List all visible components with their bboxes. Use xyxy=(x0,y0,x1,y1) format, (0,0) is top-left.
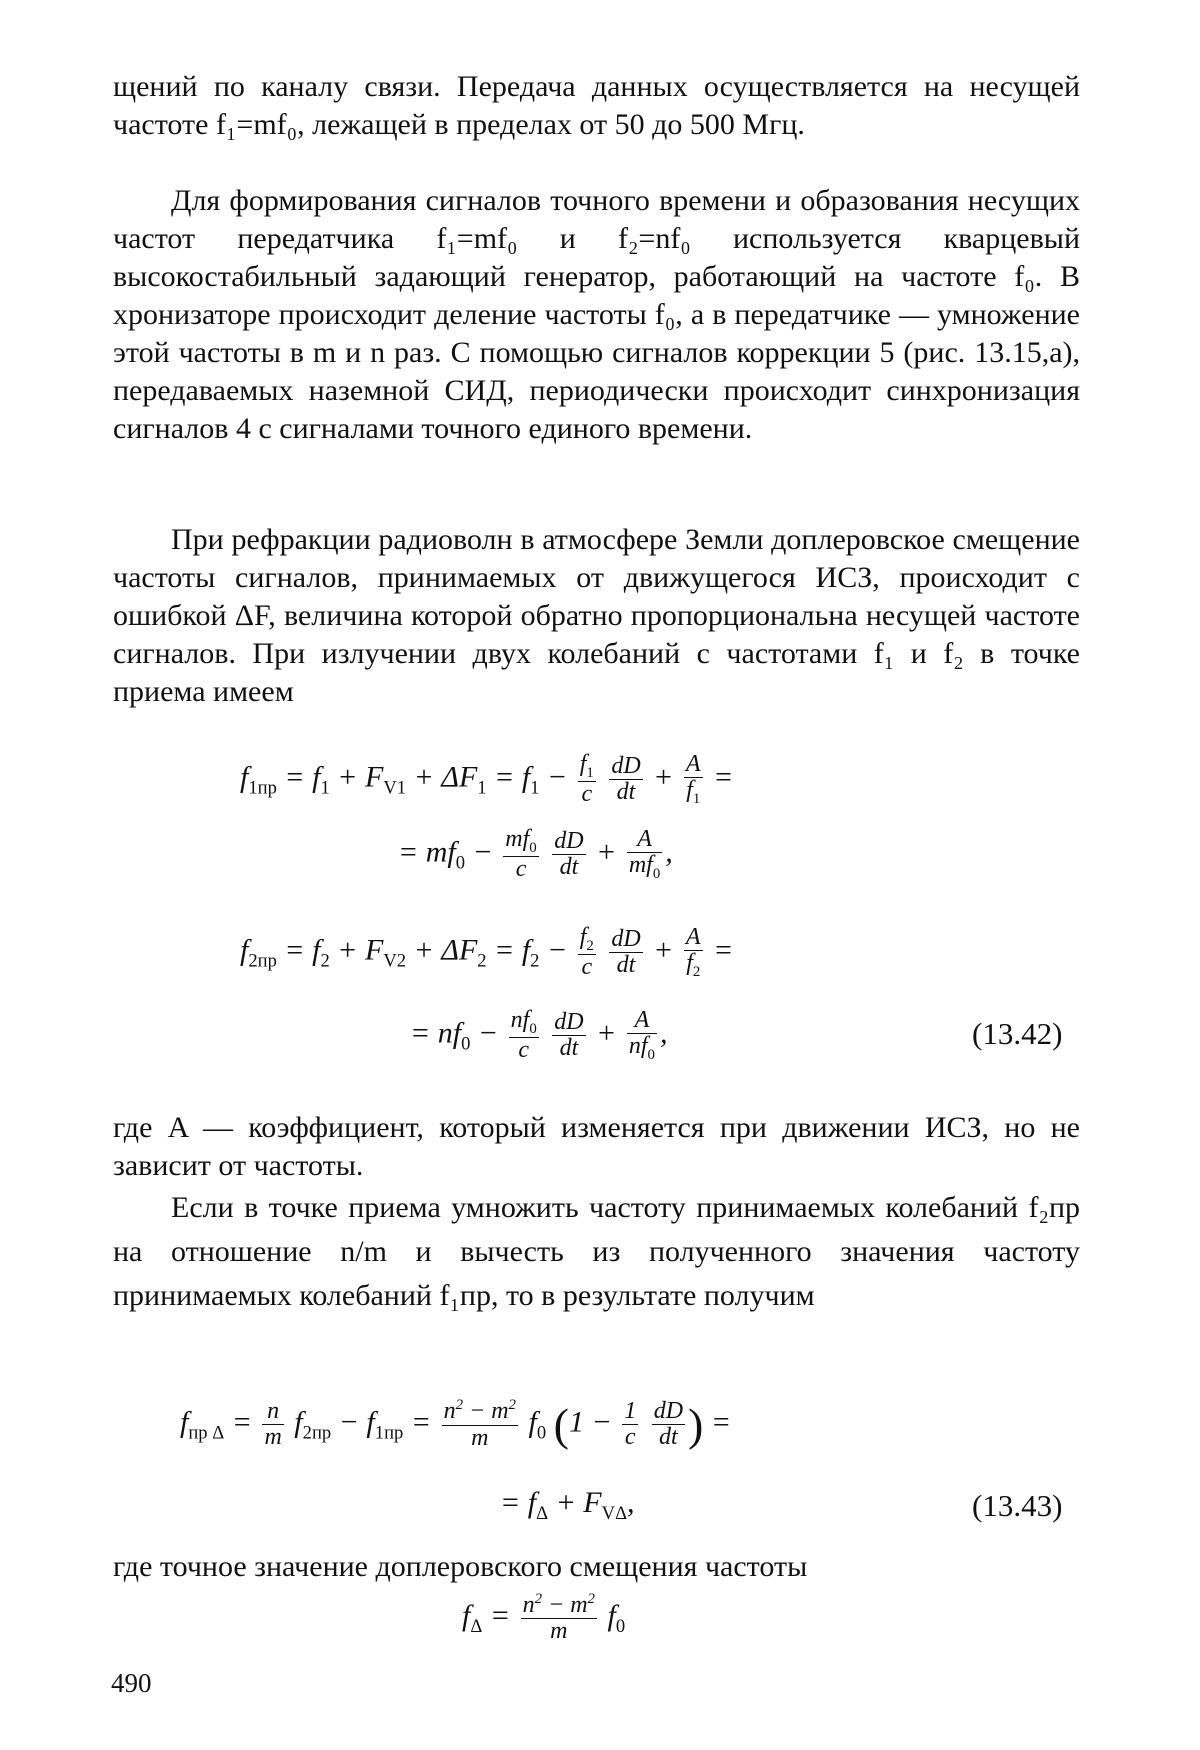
equation-f2pr-line2: = $nf_0$ − $\frac{nf_0}{c}$ $\frac{dD}{dt}$ + $\frac{A}{nf_0}$ , xyxy=(410,1007,668,1064)
paragraph-5 xyxy=(113,1186,1080,1318)
equation-number-13-43: (13.43) xyxy=(972,1488,1063,1523)
paragraph-6-text: где точное значение доплеровского смещения частоты xyxy=(113,1550,808,1583)
equation-f1pr-line2: = $mf_0$ − $\frac{mf_0}{c}$ $\frac{dD}{dt}$ + $\frac{A}{mf_0}$ , xyxy=(398,826,673,883)
paragraph-1 xyxy=(113,68,1080,144)
paragraph-5-text: Если в точке приема умножить частоту принимаемых колебаний f₂пр на отношение n/m и вычесть из полученного значения частоту принимаемых колебаний f₁пр, то в результате получим xyxy=(113,1191,1080,1312)
paragraph-3 xyxy=(113,521,1080,711)
paragraph-4-text: где A — коэффициент, который изменяется при движении ИСЗ, но не зависит от частоты. xyxy=(113,1111,1080,1182)
equation-fpr-delta-line1: $f_{пр \Delta}$ = $\frac{n}{m}$ $f_{2пр} - f_{1пр}$ = $\frac{n^2 - m^2}{m}$ $f_0$ (1 − $\frac{1}{c}$ $\frac{dD}{dt}$ ) = xyxy=(180,1397,732,1451)
equation-number-13-42: (13.42) xyxy=(972,1016,1063,1051)
equation-f2pr-line1: $f_{2пр} = f_2 + F_{V2} + \Delta F_2 = f_2$ − $\frac{f_2}{c}$ $\frac{dD}{dt}$ + $\frac{A}{f_2}$ = xyxy=(240,924,734,981)
paragraph-2-text: Для формирования сигналов точного времени и образования несущих частот передатчика f₁=mf₀ и f₂=nf₀ используется кварцевый высокостабильный задающий генератор, работающий на частоте f₀. В хронизаторе происходит деление частоты f₀, а в передатчике — умножение этой частоты в m и n раз. С помощью сигналов коррекции 5 (рис. 13.15,а), передаваемых наземной СИД, периодически происходит синхронизация сигналов 4 с сигналами точного единого времени. xyxy=(113,184,1080,445)
page-number: 490 xyxy=(111,1668,152,1698)
equation-f-delta: $f_\Delta$ = $\frac{n^2 - m^2}{m}$ $f_0$ xyxy=(462,1591,626,1645)
equation-fpr-delta-line2: = $f_\Delta + F_{V\Delta}$, xyxy=(500,1486,635,1524)
equation-f1pr-line1: $f_{1пр} = f_1 + F_{V1} + \Delta F_1 = f_1$ − $\frac{f_1}{c}$ $\frac{dD}{dt}$ + $\frac{A}{f_1}$ = xyxy=(240,751,734,808)
paragraph-6 xyxy=(113,1548,1080,1586)
paragraph-3-text: При рефракции радиоволн в атмосфере Земли доплеровское смещение частоты сигналов, принимаемых от движущегося ИСЗ, происходит с ошибкой ΔF, величина которой обратно пропорциональна несущей частоте сигналов. При излучении двух колебаний с частотами f₁ и f₂ в точке приема имеем xyxy=(113,523,1080,708)
paragraph-1-text: щений по каналу связи. Передача данных осуществляется на несущей частоте f₁=mf₀, лежащей в пределах от 50 до 500 Мгц. xyxy=(113,70,1080,141)
paragraph-2 xyxy=(113,182,1080,448)
paragraph-4 xyxy=(113,1109,1080,1185)
